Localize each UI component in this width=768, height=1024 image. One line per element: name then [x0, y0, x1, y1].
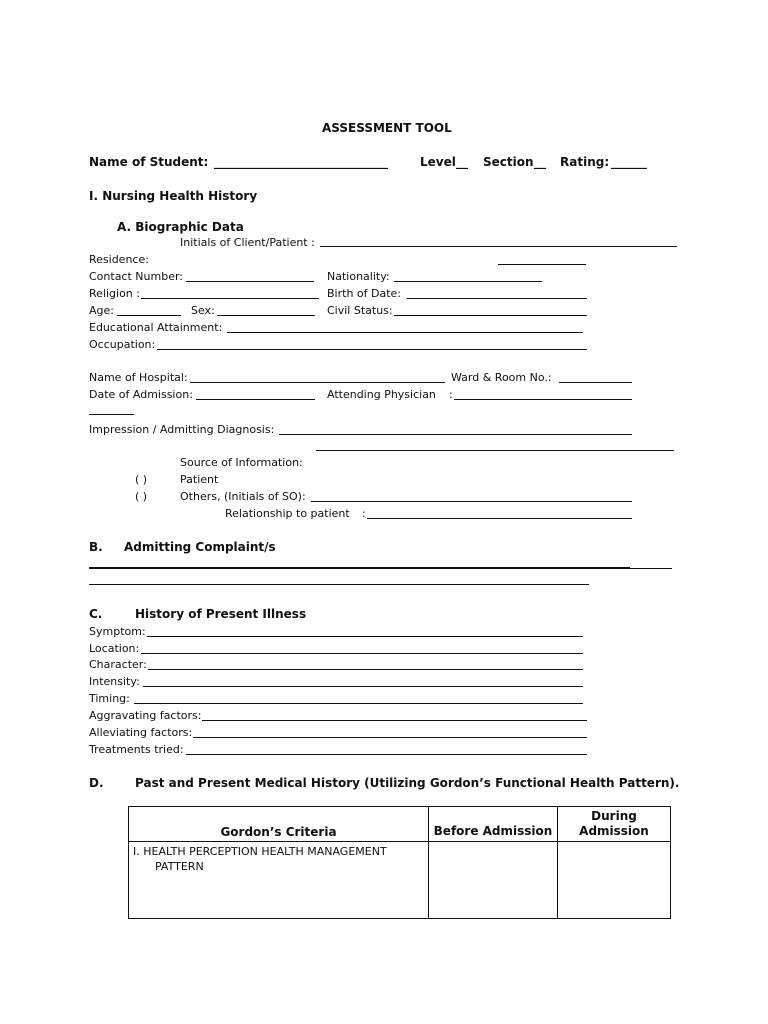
- admission-date-field[interactable]: [196, 399, 315, 400]
- impression-diagnosis-field-line2[interactable]: [316, 450, 674, 451]
- attending-physician-colon: :: [449, 388, 453, 401]
- section-nursing-health-history: I. Nursing Health History: [89, 189, 258, 203]
- occupation-field[interactable]: [157, 349, 587, 350]
- intensity-label: Intensity:: [89, 675, 140, 688]
- hospital-field[interactable]: [190, 382, 445, 383]
- aggravating-factors-field[interactable]: [202, 720, 587, 721]
- section-field[interactable]: __: [534, 155, 546, 169]
- before-admission-cell[interactable]: [429, 842, 558, 919]
- nationality-label: Nationality:: [327, 270, 390, 283]
- sex-field[interactable]: [217, 315, 315, 316]
- impression-diagnosis-label: Impression / Admitting Diagnosis:: [89, 423, 275, 436]
- during-admission-cell[interactable]: [558, 842, 671, 919]
- patient-checkbox[interactable]: ( ): [135, 473, 148, 486]
- civil-status-label: Civil Status:: [327, 304, 393, 317]
- table-row: [129, 842, 671, 919]
- section-label: Section: [483, 155, 534, 169]
- symptom-label: Symptom:: [89, 625, 146, 638]
- timing-label: Timing:: [89, 692, 130, 705]
- relationship-label: Relationship to patient: [225, 507, 350, 520]
- character-field[interactable]: [148, 669, 583, 670]
- treatments-tried-label: Treatments tried:: [89, 743, 184, 756]
- section-b-letter: B.: [89, 540, 103, 554]
- relationship-colon: :: [362, 507, 366, 520]
- section-history-present-illness: History of Present Illness: [135, 607, 307, 621]
- attending-physician-label: Attending Physician: [327, 388, 436, 401]
- treatments-tried-field[interactable]: [186, 754, 587, 755]
- health-perception-pattern-label: I. HEALTH PERCEPTION HEALTH MANAGEMENT PATTERN: [133, 845, 387, 873]
- student-name-field[interactable]: _____________________________: [214, 155, 388, 169]
- hospital-label: Name of Hospital:: [89, 371, 188, 384]
- initials-field[interactable]: [320, 246, 677, 247]
- symptom-field[interactable]: [147, 636, 583, 637]
- level-label: Level: [420, 155, 456, 169]
- section-biographic-data: A. Biographic Data: [117, 220, 244, 234]
- section-c-letter: C.: [89, 607, 103, 621]
- level-field[interactable]: __: [456, 155, 468, 169]
- nationality-field[interactable]: [394, 281, 542, 282]
- character-label: Character:: [89, 658, 147, 671]
- others-checkbox[interactable]: ( ): [135, 490, 148, 503]
- educational-attainment-label: Educational Attainment:: [89, 321, 223, 334]
- educational-attainment-field[interactable]: [227, 332, 583, 333]
- ward-room-field[interactable]: [559, 382, 632, 383]
- others-initials-field[interactable]: [311, 501, 632, 502]
- location-field[interactable]: [141, 653, 583, 654]
- religion-field[interactable]: [141, 298, 319, 299]
- aggravating-factors-label: Aggravating factors:: [89, 709, 202, 722]
- section-medical-history: Past and Present Medical History (Utilizing Gordon’s Functional Health Pattern).: [135, 776, 680, 790]
- column-header-criteria: Gordon’s Criteria: [129, 807, 429, 842]
- contact-number-field[interactable]: [186, 281, 314, 282]
- patient-option-label: Patient: [180, 473, 219, 486]
- gordon-criteria-table: [128, 806, 671, 919]
- section-d-letter: D.: [89, 776, 104, 790]
- age-field[interactable]: [117, 315, 181, 316]
- admission-date-label: Date of Admission:: [89, 388, 193, 401]
- admitting-complaint-field-line1[interactable]: [89, 567, 630, 569]
- contact-number-label: Contact Number:: [89, 270, 183, 283]
- ward-room-label: Ward & Room No.:: [451, 371, 552, 384]
- relationship-field[interactable]: [367, 518, 632, 519]
- section-admitting-complaints: Admitting Complaint/s: [124, 540, 276, 554]
- age-label: Age:: [89, 304, 114, 317]
- residence-field[interactable]: [498, 264, 586, 265]
- religion-label: Religion :: [89, 287, 140, 300]
- attending-physician-field-continued[interactable]: [89, 414, 134, 415]
- attending-physician-field[interactable]: [454, 399, 632, 400]
- location-label: Location:: [89, 642, 140, 655]
- civil-status-field[interactable]: [394, 315, 587, 316]
- source-information-label: Source of Information:: [180, 456, 303, 469]
- birth-date-label: Birth of Date:: [327, 287, 402, 300]
- admitting-complaint-field-line1-end[interactable]: [630, 568, 672, 569]
- column-header-during-admission: During Admission: [558, 807, 671, 842]
- alleviating-factors-field[interactable]: [193, 737, 587, 738]
- criteria-cell: [129, 842, 429, 919]
- column-header-before-admission: Before Admission: [429, 807, 558, 842]
- intensity-field[interactable]: [143, 686, 583, 687]
- timing-field[interactable]: [134, 703, 583, 704]
- sex-label: Sex:: [191, 304, 215, 317]
- rating-field[interactable]: ______: [611, 155, 647, 169]
- admitting-complaint-field-line2[interactable]: [89, 584, 589, 585]
- occupation-label: Occupation:: [89, 338, 156, 351]
- residence-label: Residence:: [89, 253, 149, 266]
- others-option-label: Others, (Initials of SO):: [180, 490, 306, 503]
- impression-diagnosis-field[interactable]: [279, 434, 632, 435]
- alleviating-factors-label: Alleviating factors:: [89, 726, 193, 739]
- birth-date-field[interactable]: [407, 298, 587, 299]
- initials-label: Initials of Client/Patient :: [180, 236, 315, 249]
- page-title: ASSESSMENT TOOL: [322, 121, 452, 135]
- student-name-label: Name of Student:: [89, 155, 209, 169]
- rating-label: Rating:: [560, 155, 610, 169]
